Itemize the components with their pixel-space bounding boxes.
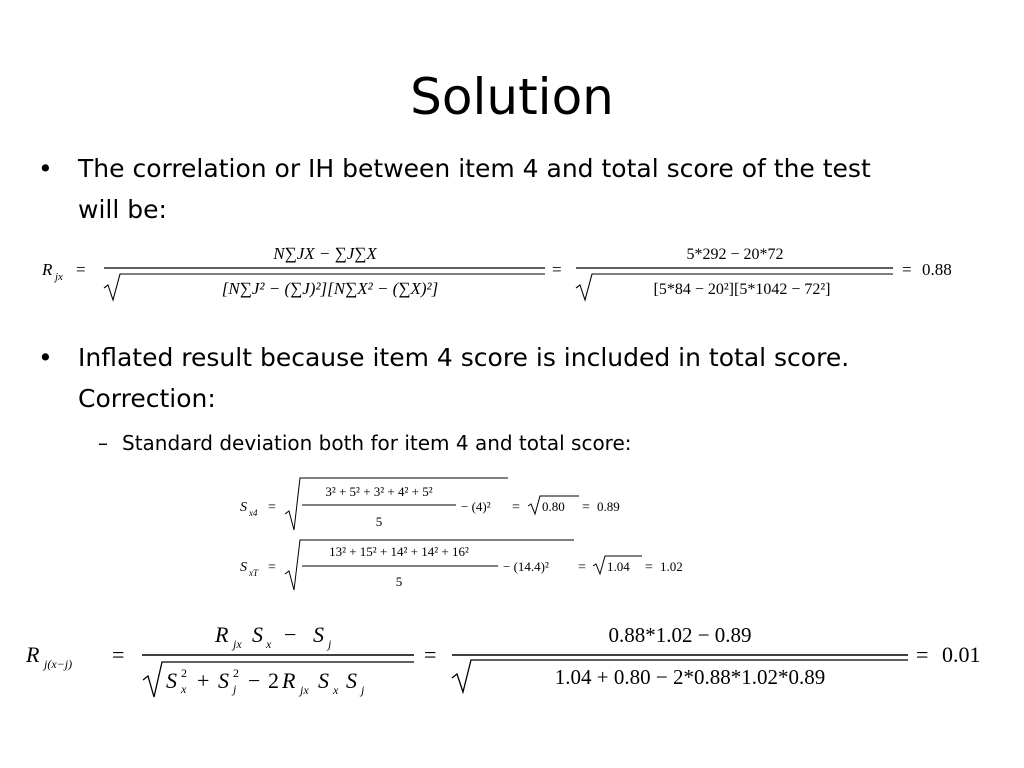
eq-sxt-equals-3: = [645,560,653,575]
eq-rjx-equals-2: = [552,260,562,279]
eq-sxt-equals-1: = [268,560,276,575]
eq-sxt-sqrt-value: 1.04 [607,559,630,574]
eq-sx4-equals-3: = [582,500,590,515]
eq-corr-denominator [166,666,365,697]
eq-sxt-lhs-sub: xT [249,568,258,578]
svg-text:2: 2 [268,668,279,693]
subbullet-text: Standard deviation both for item 4 and total score: [122,431,632,455]
eq-rjx-equals-3: = [902,260,912,279]
eq-sx4-sqrt-icon [528,496,579,514]
eq-rjx-sub-numerator: 5*292 − 20*72 [686,246,784,263]
bullet-item-inflated [38,337,978,421]
svg-text:S: S [346,668,357,693]
bullet-line-2: will be: [78,195,167,224]
eq-rjx-denominator: [N∑J² − (∑J)²][N∑X² − (∑X)²] [221,279,439,298]
svg-text:jx: jx [233,637,242,651]
eq-sx4-sqrt-value: 0.80 [542,499,565,514]
eq-sx4-equals-2: = [512,500,520,515]
svg-text:2: 2 [181,666,187,680]
eq-sxt-radical-icon [285,540,574,590]
bullet-line-1: The correlation or IH between item 4 and total score of the test [78,154,871,183]
svg-text:S: S [318,668,329,693]
eq-rjx-sub-denominator: [5*84 − 20²][5*1042 − 72²] [653,281,831,298]
eq-rjx-lhs: R [42,260,53,279]
svg-text:−: − [248,668,261,693]
eq-sxt-result: 1.02 [660,559,683,574]
eq-corr-lhs-sub: j(x−j) [44,657,73,671]
eq-corr-equals-3: = [916,642,929,667]
bullet-marker: • [38,154,53,183]
svg-text:S: S [313,622,324,647]
eq-corr-equals-1: = [112,642,125,667]
svg-text:+: + [197,668,210,693]
eq-sx4-result: 0.89 [597,499,620,514]
svg-text:R: R [215,622,229,647]
bullet-line-1: Inflated result because item 4 score is included in total score. [78,343,850,372]
bullet-line-2: Correction: [78,384,216,413]
svg-text:x: x [266,637,272,651]
eq-sxt-minus-term: − (14.4)² [503,559,549,574]
eq-rjx-sub-radical-icon [576,274,893,300]
svg-text:j: j [361,683,365,697]
bullet-text [78,337,978,419]
eq-sxt-numerator: 13² + 15² + 14² + 14² + 16² [329,544,469,559]
eq-sx4-minus-term: − (4)² [461,499,491,514]
svg-text:S: S [218,668,229,693]
eq-corr-lhs: R [26,642,40,667]
eq-rjx-radical-icon [104,274,545,300]
eq-sx4-denominator: 5 [375,514,383,529]
eq-corr-equals-2: = [424,642,437,667]
svg-text:x: x [333,683,339,697]
svg-text:j: j [328,637,332,651]
svg-text:R: R [282,668,296,693]
eq-corr-sub-denominator: 1.04 + 0.80 − 2*0.88*1.02*0.89 [554,665,826,689]
eq-corr-result: 0.01 [942,642,981,667]
bullet-text [78,148,978,230]
svg-text:S: S [252,622,263,647]
eq-corr-sub-numerator: 0.88*1.02 − 0.89 [608,623,752,647]
eq-sx4-lhs: S [240,500,247,515]
subbullet-standard-deviation [98,428,958,458]
eq-corr-radical-icon [143,662,414,697]
eq-corr-sub-radical-icon [452,660,908,692]
eq-rjx-numerator: N∑JX − ∑J∑X [273,244,377,263]
eq-sx4-equals-1: = [268,500,276,515]
svg-text:2: 2 [233,666,239,680]
svg-text:jx: jx [300,683,309,697]
svg-text:j: j [233,682,237,696]
eq-sxt-sqrt-icon [593,556,642,574]
svg-text:x: x [181,682,187,696]
eq-rjx-result: 0.88 [922,260,952,279]
bullet-marker: • [38,343,53,372]
eq-rjx-equals-1: = [76,260,86,279]
svg-text:S: S [166,668,177,693]
svg-text:−: − [284,622,297,647]
eq-sx4-numerator: 3² + 5² + 3² + 4² + 5² [325,484,433,499]
eq-corr-numerator [214,622,332,651]
eq-rjx-lhs-sub: jx [55,271,63,283]
subbullet-marker: – [98,431,108,455]
slide-title: Solution [410,68,614,126]
eq-sx4-lhs-sub: x4 [249,508,258,518]
eq-sx4-radical-icon [285,478,508,530]
eq-sxt-equals-2: = [578,560,586,575]
eq-sxt-lhs: S [240,560,247,575]
bullet-item-correlation [38,148,978,232]
eq-sxt-denominator: 5 [395,574,403,589]
